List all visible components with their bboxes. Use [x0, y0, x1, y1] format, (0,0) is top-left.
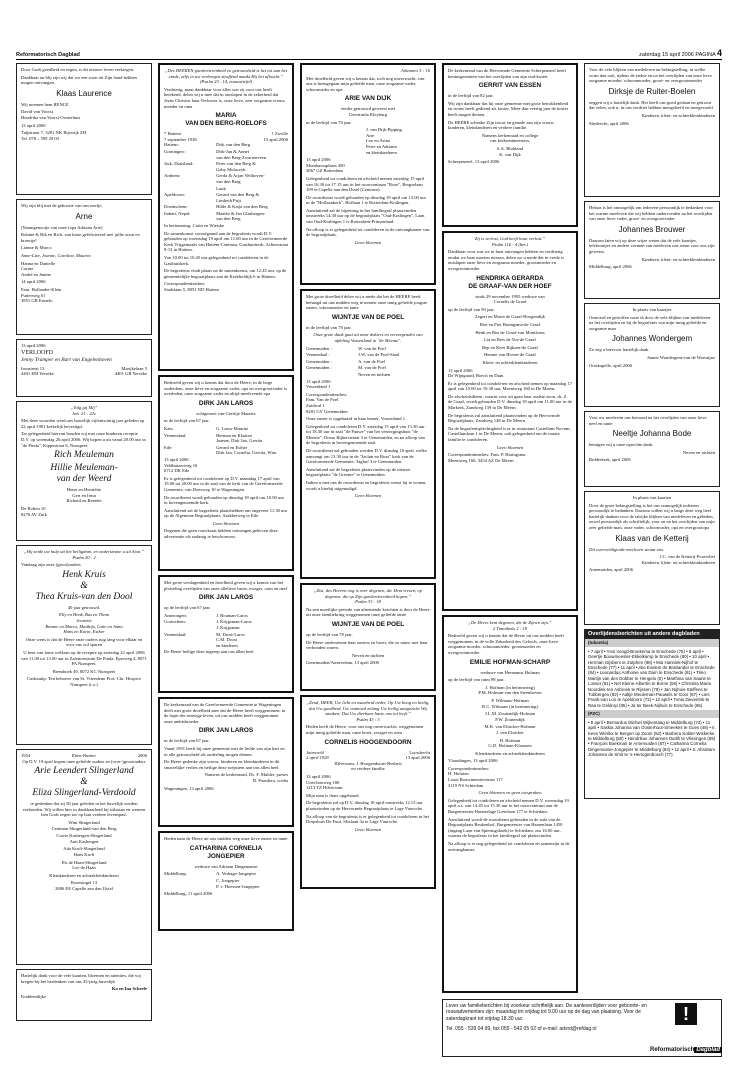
family-list	[306, 346, 430, 378]
header-rule	[16, 59, 722, 60]
family-row: Klein- en achterkleinkinderen	[482, 359, 538, 365]
family-row: Rep en Kees Rijksen-de Graaf	[482, 344, 538, 350]
notice-gerrit-van-essen: De kerkenraad van de Hervormde Gemeente Scherpenzeel heeft kennisgenomen van het overlijden van zijn oud-koster GERRIT VAN ESSEN in de leeftijd van 82 jaar. Wij zijn dankbaar dat hij onze gemeente met grote betrokkenheid en trouw heeft gediend als koster. Meer dan veertig jaar de koster heeft mogen dienen. De HEERE schenke Zijn troost en genade aan zijn vrouw, kinderen, kleinkinderen en verdere familie. Namens kerkenraad en college van kerkrentmeesters, S.A. Blokland K. van Dijk Scherpenzeel, 13 april 2006	[442, 63, 578, 227]
family-row: Middelburg: A. Verhage-Jongepier	[164, 871, 257, 877]
family-row: Ede: Gerard en Esther Dirk Jan, Cornelia, Gerrita, Wim	[164, 444, 277, 456]
column-3	[300, 63, 436, 893]
page-date: zaterdag 15 april 2006 PAGINA 4	[639, 48, 722, 58]
family-row: Veenendaal: M. Drost-Laros C.M. Drost en kinderen	[164, 631, 245, 648]
family-list	[164, 426, 288, 456]
obituary-dirk-jan-laros: Bedroefd geven wij u kennis dat door de Heere, in de hoge ouderdom, onze lieve en zorgzame vader, opa en overgrootvader is overleden, onze zorgzame vader en altijd meelevende opa DIRK JAN LAROS echtgenoot van Gerritje Mauritz in de leeftijd van 67 jaar. Kats: G. Laros-Mauritz Veenendaal: Herman en Klazien Joanne, Dirk Jan, Gerrita Ede: Gerard en Esther Dirk Jan, Cornelia, Gerrita, Wim 13 april 2006 Veldhuizerweg 16 6712 DK Ede Er is gelegenheid tot condoleren op D.V. maandag 17 april van 19.00 tot 20.00 uur in de zaal van de kerk van de Gereformeerde Gemeente, van Doesweg 10 te Wageningen. De rouwdienst wordt gehouden op dinsdag 18 april om 10.00 uur in bovengenoemde kerk. Aansluitend zal de begrafenis plaatshebben om ongeveer 11.30 uur op de Algemene Begraafplaats, Asakkerweg te Ede. Geen bloemen Degenen die geen rouwkaart hebben ontvangen gelieven deze advertentie als zodanig te beschouwen.	[158, 375, 294, 571]
column-5	[584, 63, 720, 799]
child-name: Klaas Laurence	[56, 88, 112, 98]
column-2	[158, 63, 294, 935]
family-list	[448, 685, 572, 757]
family-row: M.K. van Elsäcker-Hofman J. van Elsäcker	[484, 724, 536, 735]
obituary-wijntje-family: „Zist, des Heeren oog is over degenen, die Hem vrezen, op degenen, die op Zijn goedertierenheid hopen.” Psalm 33 : 18 Na een moeilijke periode van afnemende krachten is door de Heere uit onze familiekring weggenomen onze geliefde tante WIJNTJE VAN DE POEL op de leeftijd van 78 jaar. De Heere ondersteune haar zusters en broer, die zo nauw met haar verbonden waren. Neven en nichten Genemuiden/Amsterdam, 13 april 2006	[300, 583, 436, 691]
family-row: Jork, Duitsland: Peter van den Berg & Gaby Mulaczyk	[164, 161, 256, 172]
anniversary-meuleman: „Volg gij Mij” Joh. 21 : 22c Met deze woorden werd ons huwelijk vijfentwintig jaar geleden op 22 april 1981 kerkelijk bevestigd. Ter gelegenheid hiervan houden wij met onze kinderen receptie D.V. op woensdag 26 april 2006. Wij hopen u uit vanaf 20.00 uur in "de Pinda", Kippestraat 6, Nunspeet. Rich Meuleman Hillie Meuleman- van der Weerd Henri en Henriëtte Gert en Irma Richard en Renette De Bolten 10 8276 AV Zuik	[16, 401, 152, 541]
birth-announcement-klaas: Door Gods goedheid en zegen, is dit nieuwe leven verkregen. Dankbaar en blij zijn wij dat we een zoon uit Zijn hand hebben mogen ontvangen. Klaas Laurence Wij noemen hem RENCE David van Voorst Hendrika van Voorst-Oosterhuis 12 april 2006 Tulpstraat 7, 3281 NK Rijswijk ZH Tel. 078 – 599 29 03	[16, 63, 152, 195]
obituary-cornelis-hoogendoorn: „Zend, HEER, Uw licht en waarheid neder, Op Uw hoog en heilig, dat Uw goedheid, Uw ootmoed zolang Uw heilig aangezicht Wij smaken; Dat Uw dierbaar harte ons tot leeft.” Psalm 43 : 3 Heden heeft de Heere, voor ons nog onverwachts, weggenomen mijn innig geliefde man, onze broer, zwager en oom CORNELIS HOOGENDOORN Jaarsveld 2 april 1929 Loosdrecht 13 april 2006 Hilversum: J. Hoogendoorn-Bosheis en verdere familie 13 april 2006 Utrechtseweg 180 1213 TZ Hilversum Mijn man is thuis opgebaard. De begrafenis zal op D.V. dinsdag 18 april omstreeks 12.15 uur plaatsvinden op de Hervormde Begraafplaats te Lage Vuursche. Na afloop van de begrafenis is er gelegenheid tot condoleren in het Dorpshuis De Fuut, Slotlaan 3a te Lage Vuursche. Geen bloemen	[300, 695, 436, 889]
submission-info: Lever uw familieberichten bij voorkeur schriftelijk aan. De aanleverdijden voor geboorte- en rouwadvertenties zijn: maandag tm vrijdag tot 9.00 uur op de dag van plaatsing. Voor de zaterdagkrant tot vrijdag 18.30 uur. Tel. 055 - 539 04 99, fax 055 - 542 05 02 of e-mail: advrd@refdag.nl ! Reformatorisch Dagblad	[442, 999, 722, 1057]
family-row: Genemuiden : M. van de Poel	[306, 365, 386, 371]
obituary-jongepier: Heden nam de Heere uit ons midden weg onze lieve zuster en tante CATHARINA CORNELIA JONGEPIER weduwe van Adriaan Dingemanse Middelburg: A. Verhage-Jongepier C. Jongepier P. v. Hoessen-Jongepier Middelburg, 11 april 2006	[158, 831, 294, 931]
anniversary-kruis: „Hij zeide uw hulp uit het heiligdom, en ondersteune u uit Sion.” Psalm 20 : 2 Vandaag zijn onze (groot)ouders Henk Kruis & Thea Kruis-van den Dool 40 jaar getrouwd. Elly en Henk, Bas en Thom Jeanette Rianne en Marco, Matthijs, Lotte en Anna Hans en Karin, Esther Onze wens is dat de Heere onze ouders nog lang voor elkaar en voor ons wil sparen U bent van harte welkom op de receptie op zaterdag 22 april 2006 van 11.00 tot 13.00 uur in Zalencentrum De Pinda, Eperweg 4, 8071 PA Nunspeet. Bremhoek 49, 8072 KC Nunspeet Cadeautip: Ten behoeve van St. Vriendenn Prot.-Chr. Hospice Nunspeet (i.o.)	[16, 545, 152, 745]
obituary-laros-family: Met grote verslagenheid en droefheid geven wij u kennis van het plotseling overlijden van onze allelieve broer, zwager, oom en neef DIRK JAN LAROS op de leeftijd van 67 jaar. Amerongen: J. Bouman-Laros Gorinchem: J. Krijgsman-Laros J. Krijgsman Veenendaal: M. Drost-Laros C.M. Drost en kinderen De Heere heilige deze ingreep aan ons allen heel.	[158, 575, 294, 693]
family-row: Hennie van Hoven-de Graaf	[484, 352, 536, 358]
thanks-scheele: Hartelijk dank voor de vele kaarten, bloemen en attenties, die wij kregen bij het herdenken van ons 45-jarig huwelijk. Ko en Ina Scheele Krabbendijke	[16, 969, 152, 1021]
family-row: Genemuiden : A. van de Poel	[306, 358, 386, 364]
family-row: Riet en Piet Haringsma-de Graaf	[479, 321, 541, 327]
birth-announcement-arne: Wij zijn blij met de geboorte van ons neefje, Arne (Naamgenootje van onze (opa Adriaan Arie) Robine & Rik en Rich, van harte gefeliciteerd met jullie zoon en broertje! Lianne & Marco Anne-Lize, Joanne, Caroline, Mauritz Hanna en Danielle Carine André en Janine 14 april 2006 Fam. Hollander-Klein Putterweg 61 3851 GB Ermelo	[16, 199, 152, 335]
family-row: Itabari, Nepal: Maaike & Jan Glasbergen- van den Berg	[164, 210, 266, 222]
family-row: Doetinchem: Hilde & Katja van den Berg	[164, 204, 268, 210]
family-row: Arnhem: Gerda & Arjan Velthoven- van den Berg	[164, 173, 265, 184]
family-row: Henk en Bea de Graaf-van Montfrans	[475, 329, 545, 335]
family-row: Amerongen: J. Bouman-Laros	[164, 612, 248, 618]
family-row: J.L.M. Zoutendijk-Hofman P.W. Zoutendijk	[484, 711, 535, 722]
family-row: Luuk	[216, 185, 226, 191]
family-row: C. Jongepier	[216, 877, 240, 883]
family-row: Gorinchem: J. Krijgsman-Laros J. Krijgsman	[164, 619, 252, 630]
page-header	[16, 44, 722, 58]
exclamation-icon: !	[675, 1003, 697, 1025]
obituary-wijntje-van-de-poel: Met grote droefheid delen wij u mede dat het de HEERE heeft behaagd uit ons midden weg te nemen onze innig geliefde jongste zuster, schoonzuster en tante WIJNTJE VAN DE POEL in de leeftijd van 78 jaar. Onze grote dank gaat uit naar dokters en verzorgenden van afdeling Vossenland in "de Meente". Genemuiden : W. van de Poel Veenendaal : J.W. van de Poel-Staal Genemuiden : A. van de Poel Genemuiden : M. van de Poel Neven en nichten 13 april 2006 Vossenland 1 Correspondentieadres: Fam. Van de Poel Zuidwal 1 8281 GV Genemuiden Onze zuster is opgebaard in haar kamer, Vossenland 1. Gelegenheid tot condoleren D.V. zaterdag 15 april van 13.30 uur tot 18.30 uur in zaal "de Pauwe" van het verzorgingshuis "de Meente", Dorus Rijkersstraat 3 te Genemuiden, en na afloop van de begrafenis in bovengenoemde zaal. De rouwdienst zal gehouden worden D.V. dinsdag 18 april, welke aanvangt om 13.30 uur in de "Jachin en Boas" kerk van de Gereformeerde Gemeente, Taghof 3 te Genemuiden. Aansluitend zal de begrafenis plaatsvinden op de nieuwe begraafplaats "de Greente" te Genemuiden. Indien u met ons de rouwdienst en begrafenis wenst bij te wonen, wordt u hierbij uitgenodigd. Geen bloemen	[300, 289, 436, 579]
family-row: Veenendaal: Herman en Klazien Joanne, Dirk Jan, Gerrita	[164, 432, 263, 444]
obituary-emilie-hofman: „De Heere kent degenen, die de Zijnen zijn.” 2 Timotheüs 2 : 19 Bedroefd geven wij u kennis dat de Heere uit ons midden heeft weggenomen, in de volle Zekerheid des Geloofs, onze lieve zorgzame moeder, schoonmoeder, grootmoeder en overgrootmoeder EMILIE HOFMAN-SCHARP weduwe van Hermanus Hofman op de leeftijd van ruim 98 jaar. J. Hofman (in herinnering) P.M. Hofman-van den Steenhoven P. Wilmans-Hofman R.C. Wilmans (in herinnering) J.L.M. Zoutendijk-Hofman P.W. Zoutendijk M.K. van Elsäcker-Hofman J. van Elsäcker H. Hofman G.D. Hofman-Klaassen Kleinkinderen en achterkleinkinderen Vlaardingen, 13 april 2006 Correspondentieadres: H. Hofman Louis Bouwmeesterstraat 117 3119 NS Schiedam Geen bloemen en geen toespraken Gelegenheid tot condoleren en afscheid nemen D.V. woensdag 19 april a.s. van 14.45 tot 15.30 uur in het rouwcentrum aan de Burgemeester Honnerlage Gretelaan 177 te Schiedam. Aansluitend wordt de rouwdienst gehouden in de aula van de Begraafplaats Beukenhof, Burgemeester van Haarenlaan 1450 (ingang Laan van Spieringshoek) te Schiedam, om 16.00 uur, waarna de begrafenis in het familiegraf zal plaatsvinden. Na afloop is er nog gelegenheid tot condoleren en samenzijn in de ontvangkamer.	[442, 615, 578, 993]
family-list	[448, 314, 572, 365]
family-list	[164, 142, 288, 222]
family-row: Kleinkinderen en achterkleinkinderen	[475, 750, 545, 756]
family-row: P. v. Hoessen-Jongepier	[216, 884, 260, 890]
column-1	[16, 63, 152, 1025]
family-row: Lia en Ries de Vos-de Graaf	[484, 337, 536, 343]
engagement-announcement: 13 april 2006 VERLOOFD Jenny Tramper en Bart van Engelenhoven Ironstreat 13 4401 EM Yerseke Marijkelaan 5 4401 GR Yerseke	[16, 339, 152, 397]
newspaper-logo: Reformatorisch Dagblad	[650, 1046, 721, 1053]
family-row: Hattem: Dirk van den Berg	[164, 142, 251, 148]
family-row: Neven en nichten	[358, 371, 391, 377]
obituary-arie-van-dijk: Johannes 5 : 16 Met droefheid geven wij u kennis dat, toch nog onverwacht, van ons is heengegaan mijn geliefde man, onze zorgzame vader, schoonvader en opa ARIE VAN DIJK eerder getrouwd geweest met Geertruida Kleyburg in de leeftijd van 70 jaar. J. van Dijk-Pipping Arie Leo en Arina Peter en Adriana en kleinkinderen 13 april 2006 Mombassaplaats 300 3067 GZ Rotterdam Gelegenheid tot condoleren en afscheid nemen zaterdag 15 april van 16.30 tot 17.15 uur in het rouwcentrum "Rose", Bergselaan 199 te Capelle aan den IJssel (Centrum). De rouwdienst wordt gehouden op dinsdag 18 april om 13.00 uur in de "Hoflaankerk", Hoflaan 1 te Rotterdam-Kralingen. Aansluitend zal de bijzetting in het familiegraf plaatsvinden omstreeks 14.30 uur op de begraafplaats "Oud-Kralingen", Laan van Oud-Kralingen 1 te Rotterdam-Prinsenland. Na afloop is er gelegenheid tot condoleren in de ontvangkamer van de begraafplaats. Geen bloemen	[300, 63, 436, 285]
family-row: Genemuiden : W. van de Poel	[306, 345, 386, 351]
other-newspapers-box: Overlijdensberichten uit andere dagbladen (tubantia) • 7 april • Ynsi Voogd-Broekema te Enschede (75) • 8 april • Geertje Bouwmeester-Ekkelkamp te Enschede (80) • 10 april • Herman Gijsbers te Zutphen (88) • Mia Hannink-Nijhof te Enschede (77) • 11 april • Alie Evelein de Brabander te Enschede (84) • Leonardus Anthonie van Dam te Enschede (81) • Timo Martijn van den Dobber te Hengelo (0) • Marthina van Saane te Losser (91) • Nel Kleine-Albertin te Borne (55) • Christina Maria Noordink-ten Asbroek te Rijssen (79) • Jan Nijhuis-Steffens te Tubbergen (82) • Aaltje Meuleman-Pauwels te Goor (87) • Lies Frank-van Loo te Apeldoorn (72) • 12 april • Tonia Zievertink-te Raa te Geldrop (85) • Ja ter Beek-Nijhuis te Enschede (86) (PZC) • 8 april • Bernardus Michiel Wijkentaag te Middelburg (73) • 11 april • Saskia Johanna van Oosterhout-Smeekes te Goes (48) • Ir. Kees Wierikx te Bergen op Zoom (52) • Barbera Sobler-Wiskerke te Middelburg (80) • Hendrikus Johannes Dutilh te Vlissingen (85) • François Boekman te Arnemuiden (87) • Catharina Cornelia Dingemanse-Jongepier te Middelburg (84) • 12 april • Ir. Abraham Johannes de Smit te 's-Hertogenbosch (77)	[584, 629, 720, 799]
paper-name: Reformatorisch Dagblad	[16, 52, 80, 58]
family-row: H. Hofman G.D. Hofman-Klaassen	[488, 737, 532, 749]
obituary-laros-church: De kerkenraad van de Gereformeerde Gemeente te Wageningen deelt met grote droefheid mee dat de Heere heeft weggenomen, in de hope der eeuwige leven, uit ons midden heeft weggenomen onze ambtsbroeder DIRK JAN LAROS in de leeftijd van 67 jaar. Vanaf 1991 heeft hij onze gemeente met de liefde van zijn hart en in alle getrouwheid als ouderling mogen dienen. De Heere gedenke zijn vrouw, kinderen en kleinkinderen in dit smartelijke verlies en heilige deze roepstem aan ons allen heel. Namens de kerkenraad, Ds. F. Mulder, preses B. Paasdera, scriba Wageningen, 13 april 2006	[158, 697, 294, 827]
family-row: Zegert en Maria de Graaf-Hoogendijk	[475, 314, 545, 320]
thanks-bode: Voor uw meeleven ons betoond na het overlijden van onze lieve neef en tante Neeltje Johanna Bode betuigen wij u onze oprechte dank. Neven en nichten Ridderkerk, april 2006	[584, 411, 720, 487]
family-list	[164, 613, 288, 649]
family-list	[164, 871, 288, 890]
obituary-de-graaf: Zij is verlost, God heeft haar verlost.” Psalm 116 : 4 (ber.) Dankbaar voor wat we in haar ontvangen hebben en verdrietig omdat we haar moeten missen, delen we u mede dat in vrede is ontslapen onze lieve en zorgzame moeder, grootmoeder en overgrootmoeder HENDRIKA GERARDA DE GRAAF-VAN DER HOEF sinds 29 november 1995 weduwe van Cornelis de Graaf op de leeftijd van 90 jaar. Zegert en Maria de Graaf-Hoogendijk Riet en Piet Haringsma-de Graaf Henk en Bea de Graaf-van Montfrans Lia en Ries de Vos-de Graaf Rep en Kees Rijksen-de Graaf Hennie van Hoven-de Graaf Klein- en achterkleinkinderen 13 april 2006 De Wijngaard, Boech en Duin Er is gelegenheid tot condoleren en afscheid nemen op maandag 17 april van 19.00 tot 19.30 uur, Meentweg 160 in De Meern. De afscheidsdienst, waarin voor uit gaan haar oudste zoon, ds. Z. de Graaf, wordt gehouden D.V. dinsdag 18 april om 11.00 uur in de Markerk, Zandweg 139 in De Meern. De begrafenis zal aansluitend plaatsvinden op de Hervormde Begraafplaats, Zandweg 148 in De Meern. Na de begrafenisplechtigheid is er in restaurant Castellum Novum, Castellumlaan 1 in De Meern, ook gelegenheid om de naaste familie te condoleren. Geen bloemen Correspondentieadres: Fam. P. Haringsma Meentweg 160, 3454 AZ De Meern	[442, 231, 578, 611]
column-4	[442, 63, 578, 997]
thanks-van-de-ketterij: In plaats van kaarten Door de grote belangstelling is het ons onmogelijk iedereen persoonlijk te bedanken. Daarom willen wij u langs deze weg heel hartelijk danken voor de talrijke blijken van medeleven en gebeden, zowel persoonlijk als schriftelijk, voor en na het overlijden van mijn zeer geliefde man, onze vader, schoonvader, opa en overgrootopa Klaas van de Ketterij Dit overweldigende meeleven steunt ons. J.C. van de Ketterij-Poortvliet Kinderen, klein- en achterkleinkinderen Arnemuiden, april 2006	[584, 491, 720, 625]
family-row: Apeldoorn: Gerard van den Berg & Liesbeth Prijt	[164, 192, 260, 203]
family-row: P. Wilmans-Hofman R.C. Wilmans (in herinnering)	[482, 697, 538, 709]
thanks-de-ruiter: Voor de vele blijken van medeleven en belangstelling, in welke vorm dan ook, tijdens de ziekte en na het overlijden van onze lieve zorgzame moeder, schoonmoeder, groot- en overgrootmoeder Dirksje de Ruiter-Boelen zeggen wij u hartelijk dank. Het heeft ons goed gedaan en getroost dat velen, ook u, in ons verdriet hebben meegeleefd en meegevoeld. Kinderen, klein- en achterkleinkinderen Sliedrecht, april 2006	[584, 63, 720, 197]
family-row: Kats: G. Laros-Mauritz	[164, 425, 249, 431]
thanks-brouwer: Helaas is het onmogelijk om iedereen persoonlijk te bedanken voor het warme meeleven dat wij hebben ondervonden na het overlijden van onze lieve vader, groot- en overgrootvader Johannes Brouwer Daarom laten wij op deze wijze weten dat de vele kaartjes, telefoontjes en andere vormen van meeleven ons steun voor ons zijn geweest. Kinderen, klein- en achterkleinkinderen Middelburg, april 2006	[584, 201, 720, 299]
child-name: Arne	[75, 211, 93, 221]
family-row: Veenendaal : J.W. van de Poel-Staal	[306, 352, 400, 358]
anniversary-slingerland: 1954 Eben-Haëzer 2006 Op D.V. 19 april hopen onze geliefde ouders en (over-)grootouders Arie Leendert Slingerland & Eliza Slingerland-Verdoold te gedenken dat zij 50 jaar geleden in het huwelijk werden verbonden. Wij willen hier in dankbaarheid bij stilstaan en wensen hen Gods zegen toe op hun verdere levenspad. Wim Slingerland Centinan Slingerland-van den Berg Corrie Kasbergen-Slingerland Aart Kasbergen Ada Kroft-Slingerland Hans Kroft Els de Haan-Slingerland Leo de Haan Kleinkinderen en achterkleinkinderen Rozesingel 13 2806 EE Capelle aan den IJssel	[16, 749, 152, 965]
family-row: J. Hofman (in herinnering) P.M. Hofman-van den Steenhoven	[478, 684, 542, 696]
thanks-wondergem: In plaats van kaartjes Ontroerd en getroffen waar ik door de vele blijken van medeleven na het overlijden en bij de begrafenis van mijn innig geliefde en zorgzame man Johannes Wondergem Zo zeg u hiervoor hartelijk dank. Jannie Wondergem-van de Woestijne Oostkapelle, april 2006	[584, 303, 720, 407]
deceased-name: MARIA VAN DEN BERG-ROELOFS	[185, 112, 267, 128]
family-row: Groningen: Dirk-Jan & Annet van den Berg-Zwartenveen	[164, 148, 266, 160]
obituary-maria-van-den-berg: „Des HEEREN goedertierenheid en getrouwheid is het tot aan het einde, zelfs in uw verborgen straffend maakt Hij het afloscht.” (Psalm 23 : 14, truncatiefel) Verdrietig, maar dankbaar voor alles wat zij voor ons heeft betekend, delen wij u mee dat in ontslapen in de zekerheid dat Jezus Christus haar Verlosser is, onze lieve, zeer zorgzame vrouw, moeder en oma MARIA VAN DEN BERG-ROELOFS * Hattem 7 september 1938 † Zwolle 13 april 2006 Hattem: Dirk van den Berg Groningen: Dirk-Jan & Annet van den Berg-Zwartenveen Jork, Duitsland: Peter van den Berg & Gaby Mulaczyk Arnhem: Gerda & Arjan Velthoven- van den Berg Luuk Apeldoorn: Gerard van den Berg & Liesbeth Prijt Doetinchem: Hilde & Katja van den Berg Itabari, Nepal: Maaike & Jan Glasbergen- van den Berg In herinnering: Carin en Wietske De samenkomst voorafgaand aan de begrafenis wordt D.V. gehouden op woensdag 19 april om 11.00 uur in de Gereformeerde Kerk Vrijgemaakt van Hattem-Centrum, Gasthuiskerk, Achterstraat 9-13 in Hattem. Van 10.00 tot 10.45 uur gelegenheid tot condoleren in de Gasthuiskerk. De begrafenis vindt plaats na de samenkomst, om 12.45 uur, op de gemeentelijke begraafplaats aan de Kerkhofdijk 6 in Hattem. Correspondentieadres: Stadslaan 5, 8051 ND Hattem	[158, 63, 294, 371]
